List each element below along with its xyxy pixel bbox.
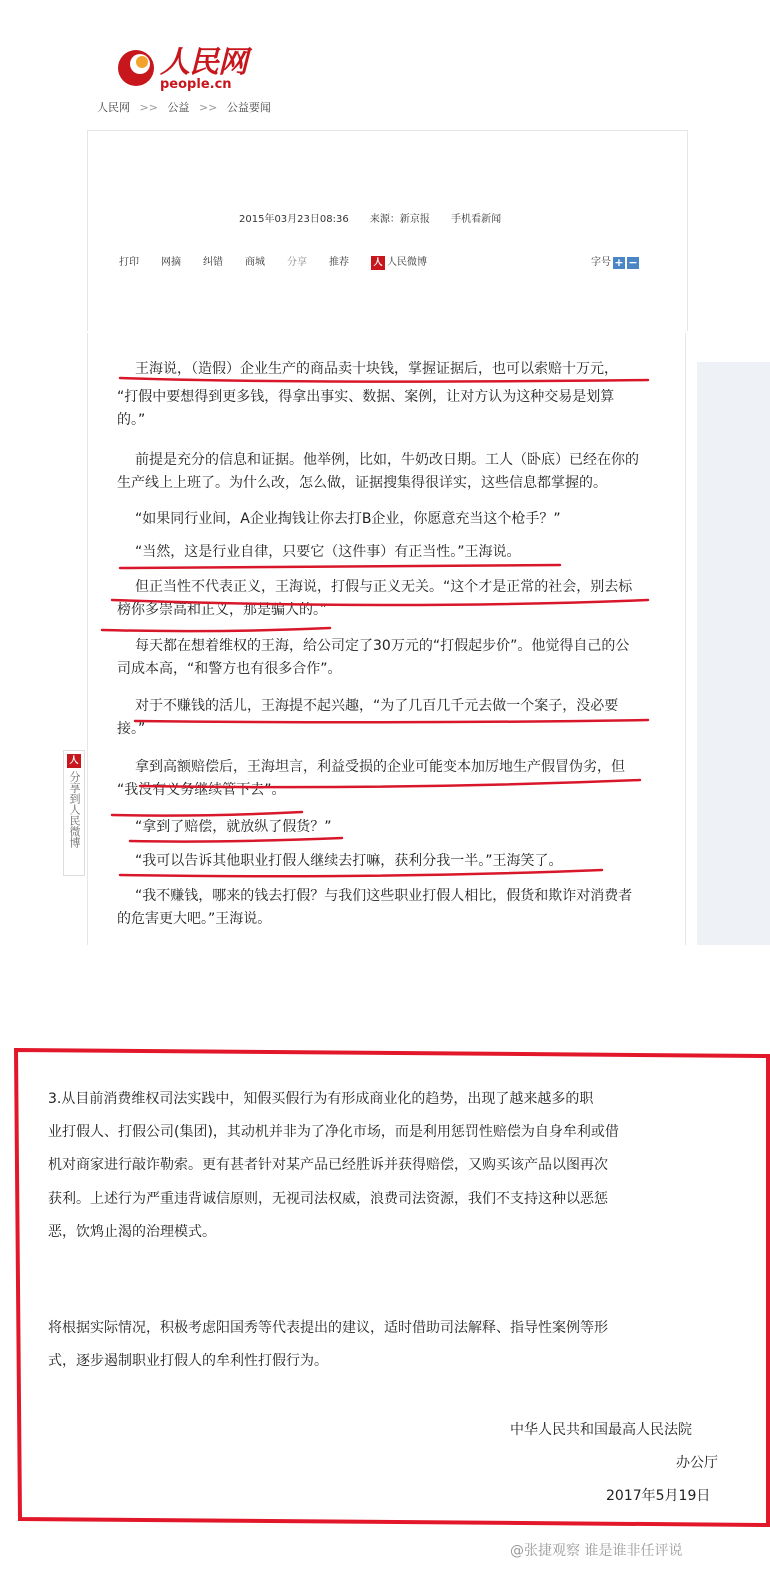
article-paragraph-line: 的危害更大吧。”王海说。 [117,911,272,927]
mobile-read-link[interactable]: 手机看新闻 [451,214,502,225]
breadcrumb-item-charity-news[interactable]: 公益要闻 [226,101,271,114]
weibo-label: 人民微博 [387,257,427,268]
article-paragraph-line: 王海说，（造假）企业生产的商品卖十块钱，掌握证据后，也可以索赔十万元， [135,361,618,377]
court-date: 2017年5月19日 [606,1488,711,1504]
side-share-label: 分享到人民微博 [68,771,81,848]
article-paragraph-line: 的。” [117,412,146,428]
article-paragraph-line: 接。” [117,721,146,737]
font-size-label: 字号 [591,257,611,268]
court-text-line: 将根据实际情况，积极考虑阳国秀等代表提出的建议，适时借助司法解释、指导性案例等形 [48,1320,608,1336]
breadcrumb-separator: >> [139,101,158,114]
breadcrumb [97,101,277,115]
article-paragraph-line: 生产线上上班了。为什么改，怎么做，证据搜集得很详实，这些信息都掌握的。 [117,475,607,491]
side-weibo-share[interactable] [63,750,85,876]
weibo-share-button[interactable] [371,256,427,270]
logo-chinese-text[interactable]: 人民网 [160,45,247,80]
court-text-line: 式，逐步遏制职业打假人的牟利性打假行为。 [48,1353,328,1369]
article-toolbar [119,256,449,270]
article-paragraph-line: “打假中要想得到更多钱，得拿出事实、数据、案例，让对方认为这种交易是划算 [117,389,615,405]
breadcrumb-separator: >> [198,101,218,114]
weibo-icon: 人 [371,256,385,270]
court-text-line: 获利。上述行为严重违背诚信原则，无视司法权威，浪费司法资源，我们不支持这种以恶惩 [48,1191,608,1207]
article-header-box [87,130,688,331]
article-paragraph-line: “我可以告诉其他职业打假人继续去打嘛，获利分我一半。”王海笑了。 [135,853,563,869]
print-button[interactable]: 打印 [119,257,139,268]
weibo-icon: 人 [67,754,81,768]
article-paragraph-line: “我没有义务继续管下去”。 [117,782,286,798]
article-paragraph-line: 对于不赚钱的活儿，王海提不起兴趣，“为了几百几千元去做一个案子，没必要 [135,698,619,714]
article-paragraph-line: 但正当性不代表正义，王海说，打假与正义无关。“这个才是正常的社会，别去标 [135,579,633,595]
article-paragraph-line: “我不赚钱，哪来的钱去打假？与我们这些职业打假人相比，假货和欺诈对消费者 [135,888,633,904]
court-office: 办公厅 [676,1455,718,1471]
right-sidebar-panel [697,362,770,945]
article-paragraph-line: 拿到高额赔偿后，王海坦言，利益受损的企业可能变本加厉地生产假冒伪劣，但 [135,759,625,775]
share-button[interactable]: 分享 [287,257,307,268]
article-source[interactable]: 来源：新京报 [369,214,430,225]
breadcrumb-item-home[interactable]: 人民网 [97,101,130,114]
people-logo-icon[interactable] [114,44,158,88]
mall-link[interactable]: 商城 [245,257,265,268]
article-paragraph-line: “如果同行业间，A企业掏钱让你去打B企业，你愿意充当这个枪手？” [135,511,561,527]
court-text-line: 机对商家进行敲诈勒索。更有甚者针对某产品已经胜诉并获得赔偿，又购买该产品以图再次 [48,1157,608,1173]
font-increase-button[interactable]: + [614,256,624,269]
court-name: 中华人民共和国最高人民法院 [510,1422,692,1438]
article-paragraph-line: 榜你多崇高和正义，那是骗人的。” [117,602,328,618]
publish-datetime: 2015年03月23日08:36 [239,214,349,225]
court-text-line: 3.从目前消费维权司法实践中，知假买假行为有形成商业化的趋势，出现了越来越多的职 [48,1091,594,1107]
article-paragraph-line: “拿到了赔偿，就放纵了假货？” [135,819,332,835]
article-paragraph-line: 每天都在想着维权的王海，给公司定了30万元的“打假起步价”。他觉得自己的公 [135,638,630,654]
court-text-line: 业打假人、打假公司(集团)，其动机并非为了净化市场，而是利用惩罚性赔偿为自身牟利或借 [48,1124,619,1140]
weibo-watermark: @张捷观察 谁是谁非任评说 [510,1543,683,1559]
font-decrease-button[interactable]: − [628,256,638,269]
logo-english-text[interactable]: people.cn [160,77,232,92]
article-paragraph-line: 司成本高，“和警方也有很多合作”。 [117,661,342,677]
article-paragraph-line: “当然，这是行业自律，只要它（这件事）有正当性。”王海说。 [135,544,521,560]
article-meta [239,213,519,227]
court-text-line: 恶，饮鸩止渴的治理模式。 [48,1224,216,1240]
breadcrumb-item-charity[interactable]: 公益 [167,101,190,114]
recommend-button[interactable]: 推荐 [329,257,349,268]
report-error-button[interactable]: 纠错 [203,257,223,268]
font-size-control [591,256,639,270]
article-paragraph-line: 前提是充分的信息和证据。他举例，比如，牛奶改日期。工人（卧底）已经在你的 [135,452,639,468]
bookmark-button[interactable]: 网摘 [161,257,181,268]
